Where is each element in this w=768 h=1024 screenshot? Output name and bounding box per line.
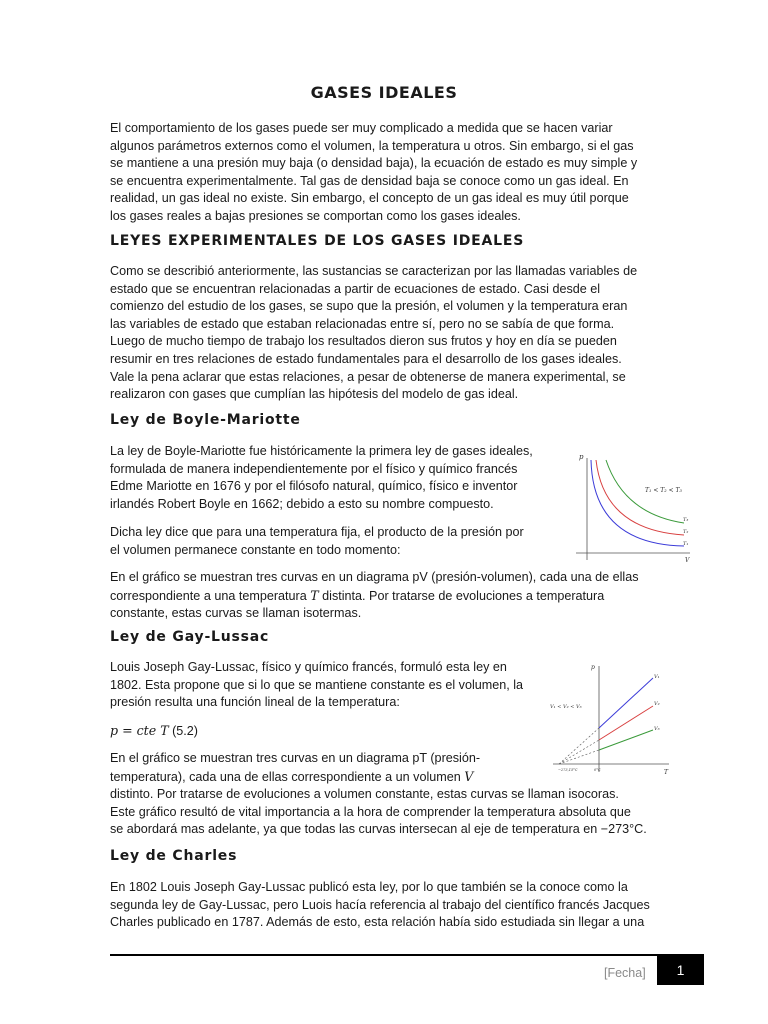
text-line: irlandés Robert Boyle en 1662; debido a esto su nombre compuesto.	[110, 496, 494, 511]
x-axis-label: V	[685, 557, 690, 564]
text-line: 1802. Esta propone que si lo que se mantiene constante es el volumen, la	[110, 677, 524, 692]
charles-paragraph	[110, 879, 650, 932]
text-line: Louis Joseph Gay-Lussac, físico y químico francés, formuló esta ley en	[110, 660, 507, 674]
text-line: constante, estas curvas se llaman isotermas.	[110, 606, 362, 621]
curve-label-t3: T₃	[683, 517, 689, 523]
text-line: En el gráfico se muestran tres curvas en un diagrama pV (presión-volumen), cada una de ellas	[110, 570, 639, 584]
curve-label-v1: V₁	[654, 674, 660, 680]
text-line: realidad, un gas ideal no existe. Sin embargo, el concepto de un gas ideal es muy útil porque	[110, 191, 629, 206]
curve-label-t1: T₁	[683, 541, 689, 547]
formula-line	[110, 722, 198, 741]
tick-label-absolute-zero: −273,15°C	[558, 768, 578, 772]
y-axis-label: p	[579, 453, 584, 461]
section-heading-laws: LEYES EXPERIMENTALES DE LOS GASES IDEALES	[110, 233, 525, 249]
y-axis-label: p	[591, 664, 595, 671]
text-line: Dicha ley dice que para una temperatura fija, el producto de la presión por	[110, 525, 524, 539]
text-line: Charles publicado en 1787. Además de esto, esta relación había sido estudiada sin llegar a una	[110, 915, 645, 930]
laws-paragraph	[110, 263, 637, 404]
math-variable: T	[310, 587, 319, 603]
text-line	[110, 768, 647, 787]
volume-relation: V₁ < V₂ < V₃	[550, 704, 582, 710]
text-line: algunos parámetros externos como el volumen, la temperatura u otros. Sin embargo, si el gas	[110, 138, 634, 153]
text-line: segunda ley de Gay-Lussac, pero Luois hacía referencia al trabajo del científico francés Jacques	[110, 897, 650, 912]
text-line: En 1802 Louis Joseph Gay-Lussac publicó esta ley, por lo que también se la conoce como la	[110, 880, 628, 894]
isotherm-figure	[572, 448, 694, 566]
text-line: La ley de Boyle-Mariotte fue históricamente la primera ley de gases ideales,	[110, 444, 533, 458]
isotherm-t2	[596, 460, 684, 535]
curve-label-t2: T₂	[683, 529, 689, 535]
text-fragment: temperatura), cada una de ellas correspondiente a un volumen	[110, 769, 465, 784]
footer-date: [Fecha]	[604, 966, 646, 980]
text-fragment: correspondiente a una temperatura	[110, 588, 311, 603]
text-line: el volumen permanece constante en todo momento:	[110, 542, 401, 557]
text-line	[110, 587, 639, 606]
document-title: GASES IDEALES	[310, 83, 458, 102]
text-line: Edme Mariotte en 1676 y por el filósofo natural, químico, físico e inventor	[110, 479, 518, 494]
text-line: formulada de manera independientemente por el físico y químico francés	[110, 461, 518, 476]
isochore-v2	[599, 706, 653, 740]
equation-number: (5.2)	[168, 724, 198, 738]
section-heading-boyle: Ley de Boyle-Mariotte	[110, 412, 301, 428]
text-line: estado que se encuentran relacionadas a partir de ecuaciones de estado. Casi desde el	[110, 281, 601, 296]
text-fragment: distinta. Por tratarse de evoluciones a temperatura	[318, 588, 605, 603]
text-line: El comportamiento de los gases puede ser muy complicado a medida que se hacen variar	[110, 121, 613, 135]
text-line: Vale la pena aclarar que estas relaciones, a pesar de obtenerse de manera experimental, se	[110, 369, 626, 384]
tick-label-zero-celsius: 0°C	[594, 768, 601, 772]
text-line: se mantiene a una presión muy baja (o densidad baja), la ecuación de estado es muy simple y	[110, 156, 638, 171]
section-heading-gay-lussac: Ley de Gay-Lussac	[110, 629, 270, 645]
text-line: Como se describió anteriormente, las sustancias se caracterizan por las llamadas variables de	[110, 264, 638, 278]
text-line: se encuentra experimentalmente. Tal gas de densidad baja se conoce como un gas ideal. En	[110, 173, 629, 188]
text-line: En el gráfico se muestran tres curvas en un diagrama pT (presión-	[110, 751, 481, 765]
isochore-v1	[599, 678, 653, 728]
x-axis-label: T	[664, 769, 669, 776]
isochore-v3	[599, 730, 653, 750]
temperature-relation: T₁ < T₂ < T₃	[645, 487, 682, 494]
intro-paragraph	[110, 120, 637, 226]
text-line: resumir en tres relaciones de estado fundamentales para el desarrollo de los gases ideales.	[110, 351, 622, 366]
text-line: comienzo del estudio de los gases, se supo que la presión, el volumen y la temperatura eran	[110, 299, 628, 314]
text-line: realizaron con gases que cumplían las hipótesis del modelo de gas ideal.	[110, 387, 519, 402]
gay-lussac-paragraph-1	[110, 659, 523, 712]
section-heading-charles: Ley de Charles	[110, 848, 238, 864]
footer-rule	[110, 954, 657, 956]
text-line: las variables de estado que estaban relacionadas entre sí, pero no se sabía de que forma.	[110, 316, 615, 331]
text-line: se abordará mas adelante, ya que todas las curvas intersecan al eje de temperatura en −273°C.	[110, 822, 647, 837]
math-variable: V	[464, 768, 474, 784]
boyle-paragraph-2	[110, 524, 524, 559]
gay-lussac-formula	[110, 722, 198, 741]
text-line: los gases reales a bajas presiones se comportan como los gases ideales.	[110, 208, 521, 223]
boyle-paragraph-3	[110, 569, 639, 623]
curve-label-v3: V₃	[654, 726, 660, 732]
text-line: Luego de mucho tiempo de trabajo los resultados dieron sus frutos y hoy en día se pueden	[110, 334, 617, 349]
text-line: distinto. Por tratarse de evoluciones a volumen constante, estas curvas se llaman isocoras.	[110, 787, 619, 802]
boyle-paragraph-1	[110, 443, 533, 513]
text-line: presión resulta una función lineal de la temperatura:	[110, 695, 400, 710]
page-number: 1	[657, 954, 704, 985]
formula: p = cte T	[110, 723, 169, 738]
curve-label-v2: V₂	[654, 701, 660, 707]
isotherm-diagram	[572, 448, 694, 566]
text-line: Este gráfico resultó de vital importancia a la hora de comprender la temperatura absoluta que	[110, 804, 631, 819]
gay-lussac-paragraph-2	[110, 750, 647, 839]
